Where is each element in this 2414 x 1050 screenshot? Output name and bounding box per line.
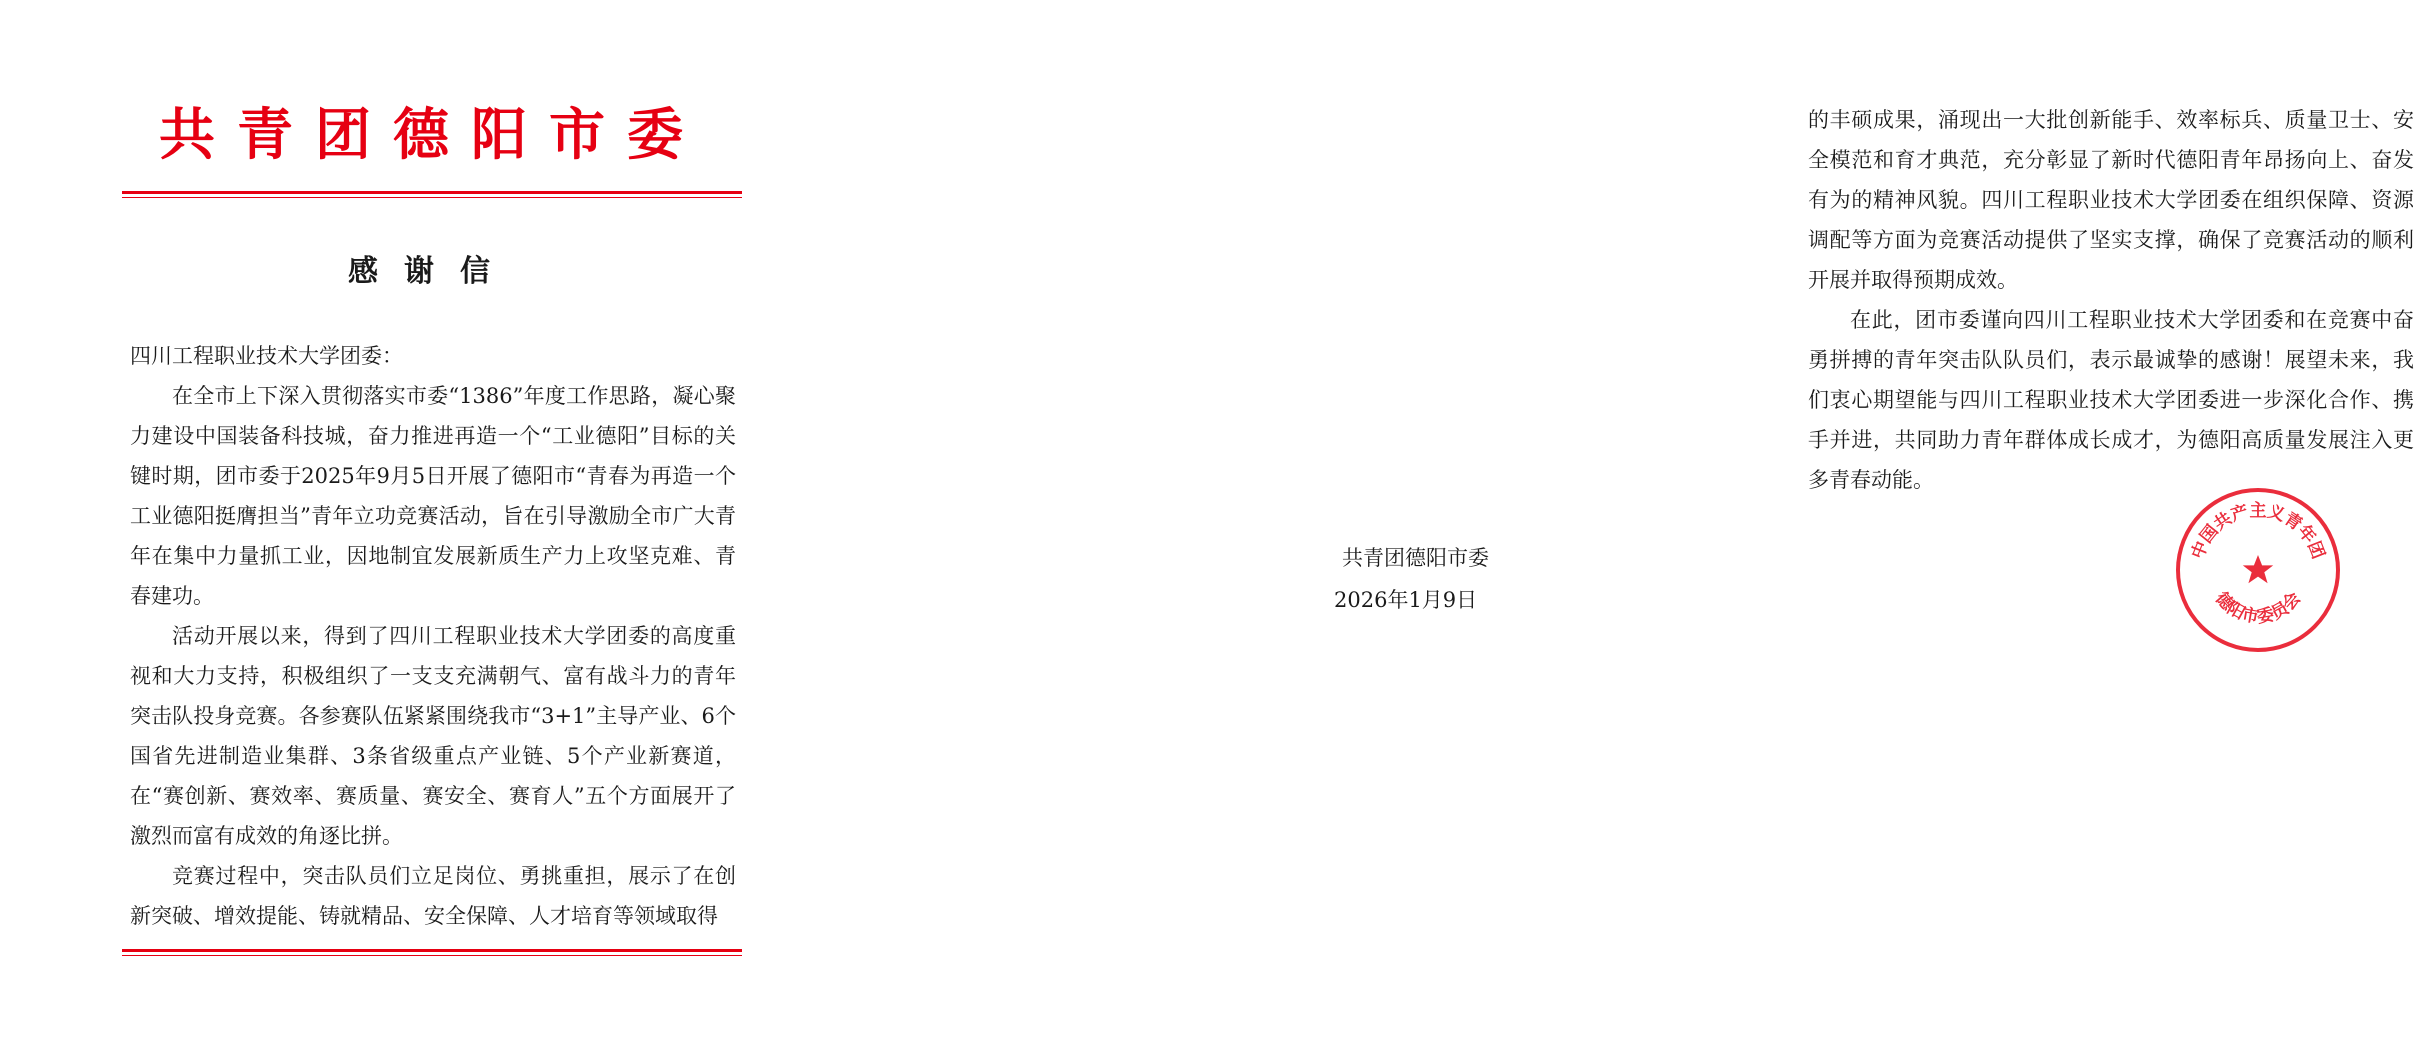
letter-page-right (840, 0, 2414, 1050)
svg-text:德阳市委员会 (2211, 588, 2305, 628)
signature-date: 2026年1月9日 (1334, 588, 1478, 612)
seal-bottom-text: 德阳市委员会 (2210, 588, 2306, 628)
body-paragraph-4: 在此，团市委谨向四川工程职业技术大学团委和在竞赛中奋勇拼搏的青年突击队队员们，表示最诚挚的感谢！展望未来，我们衷心期望能与四川工程职业技术大学团委进一步深化合作、携手并进，共同助力青年群体成长成才，为德阳高质量发展注入更多青春动能。 (1808, 308, 2414, 492)
body-paragraph-3-continued: 的丰硕成果，涌现出一大批创新能手、效率标兵、质量卫士、安全模范和育才典范，充分彰显了新时代德阳青年昂扬向上、奋发有为的精神风貌。四川工程职业技术大学团委在组织保障、资源调配等方面为竞赛活动提供了坚实支撑，确保了竞赛活动的顺利开展并取得预期成效。 (1808, 108, 2414, 292)
document-title: 感谢信 (348, 254, 516, 289)
letterhead-divider-top (122, 191, 742, 198)
signature-organization: 共青团德阳市委 (1342, 546, 1489, 570)
salutation: 四川工程职业技术大学团委： (130, 344, 403, 368)
letterhead-title: 共青团德阳市委 (159, 102, 705, 168)
page-footer-divider (122, 949, 742, 956)
letter-body-right (1808, 100, 2414, 500)
letter-page-left (0, 0, 840, 1050)
seal-star-icon (2243, 555, 2273, 583)
letter-body-left (130, 336, 736, 936)
official-seal-stamp (2173, 485, 2343, 655)
svg-text:中国共产主义青年团 (2187, 500, 2328, 562)
seal-top-text: 中国共产主义青年团 (2187, 501, 2329, 562)
body-paragraph-2: 活动开展以来，得到了四川工程职业技术大学团委的高度重视和大力支持，积极组织了一支支充满朝气、富有战斗力的青年突击队投身竞赛。各参赛队伍紧紧围绕我市“3+1”主导产业、6个国省先进制造业集群、3条省级重点产业链、5个产业新赛道，在“赛创新、赛效率、赛质量、赛安全、赛育人”五个方面展开了激烈而富有成效的角逐比拼。 (130, 624, 736, 848)
body-paragraph-3: 竞赛过程中，突击队员们立足岗位、勇挑重担，展示了在创新突破、增效提能、铸就精品、安全保障、人才培育等领域取得 (130, 864, 736, 928)
body-paragraph-1: 在全市上下深入贯彻落实市委“1386”年度工作思路，凝心聚力建设中国装备科技城，奋力推进再造一个“工业德阳”目标的关键时期，团市委于2025年9月5日开展了德阳市“青春为再造一个工业德阳挺膺担当”青年立功竞赛活动，旨在引导激励全市广大青年在集中力量抓工业，因地制宜发展新质生产力上攻坚克难、青春建功。 (130, 384, 736, 608)
